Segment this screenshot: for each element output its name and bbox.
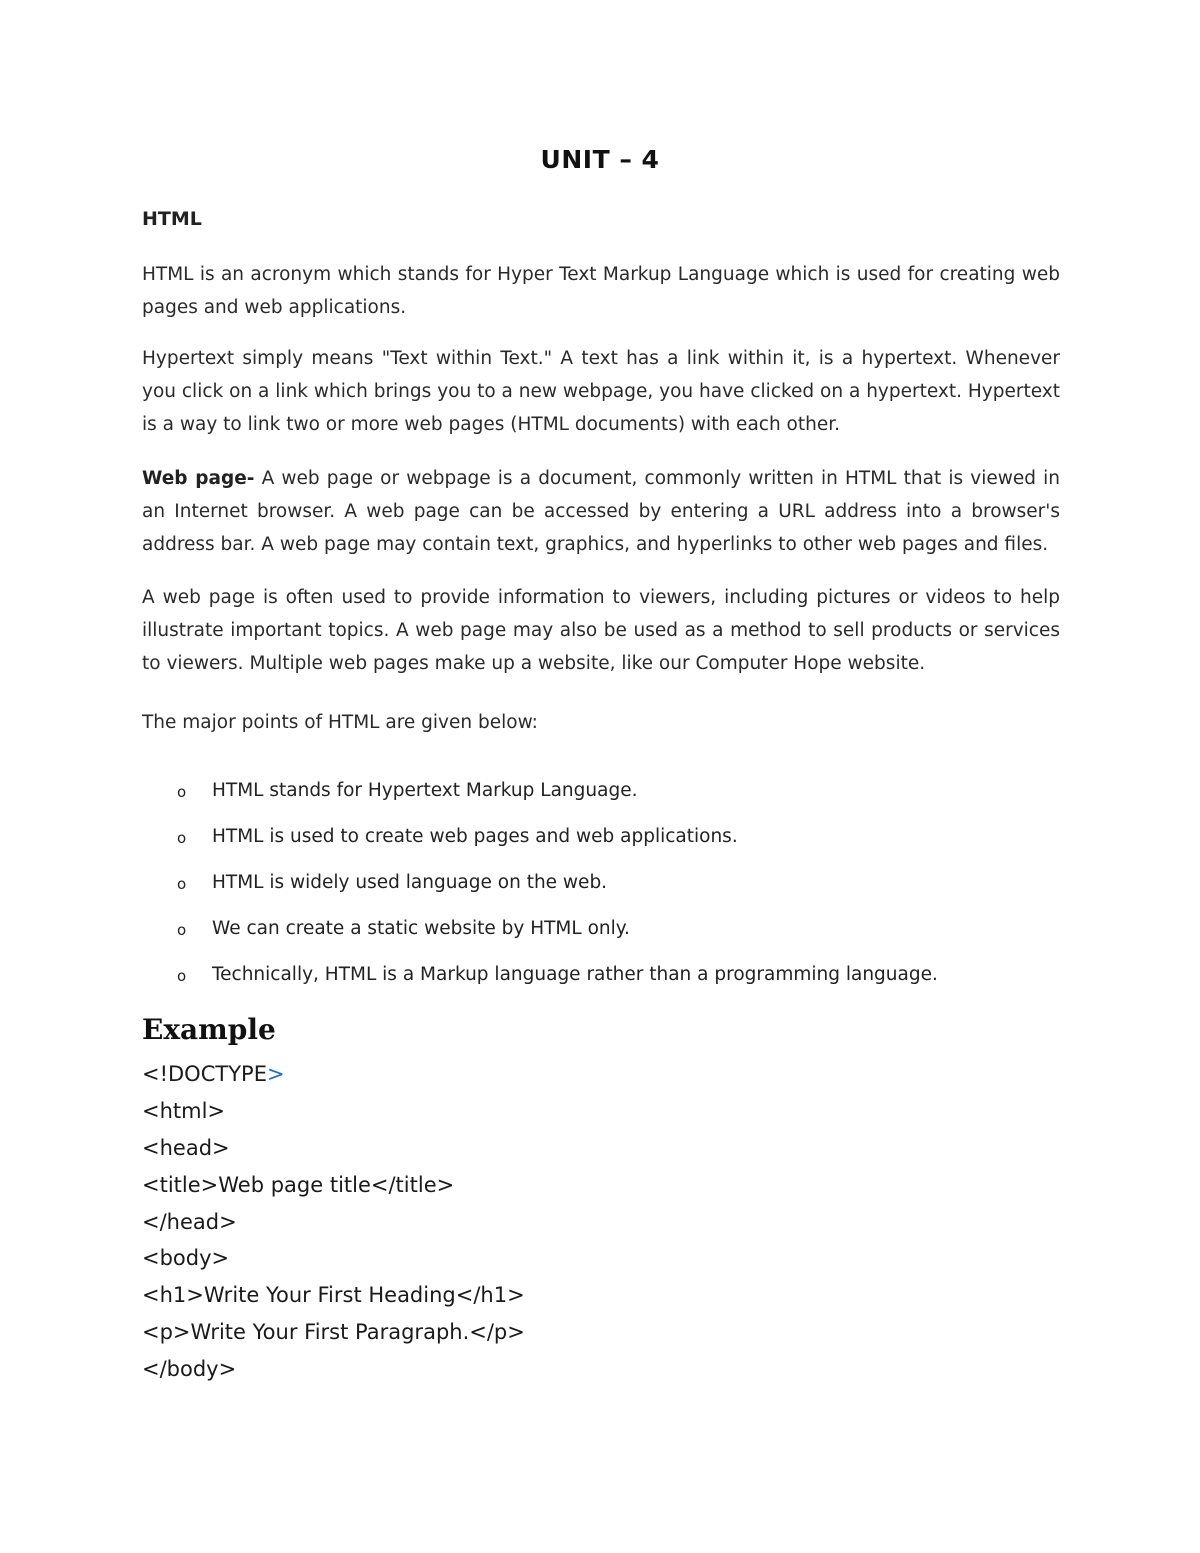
bullet-circle-icon: o: [177, 829, 187, 847]
web-page-definition: A web page or webpage is a document, commonly written in HTML that is viewed in an Internet browser. A web page can be accessed by entering a URL address into a browser's address bar. A web page may contain text, graphics, and hyperlinks to other web pages and files.: [142, 468, 1060, 555]
paragraph-html-definition: HTML is an acronym which stands for Hyper Text Markup Language which is used for creating web pages and web applications.: [142, 264, 1060, 318]
list-item-text: HTML is widely used language on the web.: [212, 872, 608, 893]
code-line-doctype: [142, 1058, 525, 1095]
list-item: [142, 958, 1060, 1004]
bullet-circle-icon: o: [177, 921, 187, 939]
bullet-circle-icon: o: [177, 967, 187, 985]
paragraph-web-page: [142, 462, 1060, 561]
paragraph-major-points-intro: The major points of HTML are given below:: [142, 712, 538, 733]
code-line: <body>: [142, 1246, 230, 1271]
code-line: </body>: [142, 1357, 237, 1382]
major-points-list: [142, 774, 1060, 1004]
code-example: [142, 1058, 525, 1390]
list-item: [142, 866, 1060, 912]
section-heading-html: HTML: [142, 208, 202, 230]
list-item: [142, 774, 1060, 820]
paragraph-web-page-usage: A web page is often used to provide information to viewers, including pictures or videos to help illustrate important topics. A web page may also be used as a method to sell products or services to viewers. Multiple web pages make up a website, like our Computer Hope website.: [142, 587, 1060, 674]
example-heading: Example: [142, 1013, 276, 1046]
list-item-text: HTML is used to create web pages and web applications.: [212, 826, 738, 847]
paragraph-hypertext: Hypertext simply means "Text within Text." A text has a link within it, is a hypertext. Whenever you click on a link which brings you to a new webpage, you have clicked on a hypertext. Hypertext is a way to link two or more web pages (HTML documents) with each other.: [142, 348, 1060, 435]
list-item-text: We can create a static website by HTML only.: [212, 918, 630, 939]
term-web-page: Web page-: [142, 468, 255, 489]
code-line: <p>Write Your First Paragraph.</p>: [142, 1320, 525, 1345]
code-doctype-text: <!DOCTYPE: [142, 1062, 267, 1086]
code-line: </head>: [142, 1209, 237, 1234]
list-item: [142, 912, 1060, 958]
code-line: <html>: [142, 1098, 226, 1123]
list-item: [142, 820, 1060, 866]
code-doctype-close: >: [266, 1062, 285, 1086]
page-title: UNIT – 4: [540, 145, 660, 174]
bullet-circle-icon: o: [177, 875, 187, 893]
bullet-circle-icon: o: [177, 783, 187, 801]
list-item-text: Technically, HTML is a Markup language rather than a programming language.: [212, 964, 938, 985]
code-line: <title>Web page title</title>: [142, 1172, 455, 1197]
list-item-text: HTML stands for Hypertext Markup Language.: [212, 780, 638, 801]
code-line: <h1>Write Your First Heading</h1>: [142, 1283, 525, 1308]
code-line: <head>: [142, 1135, 230, 1160]
